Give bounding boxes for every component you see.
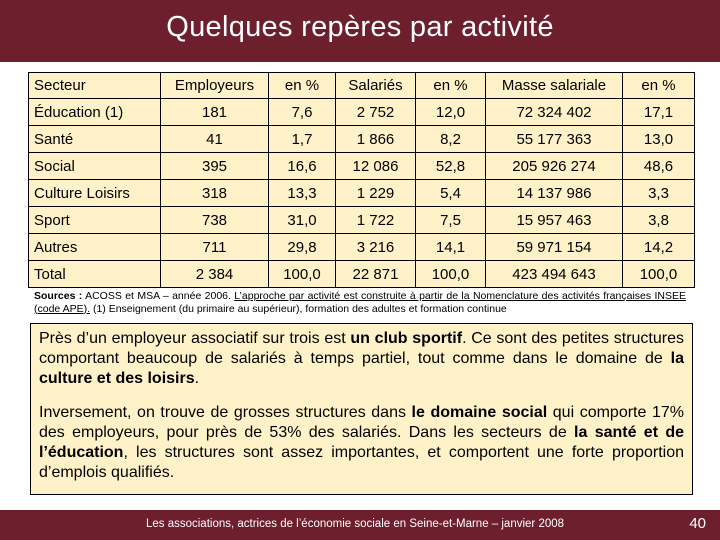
commentary-box (30, 323, 693, 495)
table-cell: Santé (29, 126, 161, 153)
header-cell: en % (623, 73, 695, 99)
table-cell: 13,3 (269, 180, 336, 207)
table-cell: 29,8 (269, 234, 336, 261)
header-cell: en % (416, 73, 486, 99)
activity-table-container (28, 72, 694, 288)
header-cell: Secteur (29, 73, 161, 99)
text-run: . (194, 370, 200, 387)
table-cell: 1,7 (269, 126, 336, 153)
emphasis-run: un club sportif (350, 330, 463, 347)
footer-bar (0, 510, 720, 540)
table-row (29, 207, 695, 234)
table-cell: 100,0 (623, 261, 695, 288)
table-cell: 3,8 (623, 207, 695, 234)
table-cell: Culture Loisirs (29, 180, 161, 207)
slide-title: Quelques repères par activité (166, 10, 554, 43)
table-cell: Éducation (1) (29, 99, 161, 126)
text-run: Inversement, on trouve de grosses structures dans (39, 404, 412, 421)
table-cell: 22 871 (336, 261, 416, 288)
table-row (29, 126, 695, 153)
table-cell: 395 (161, 153, 269, 180)
table-cell: Autres (29, 234, 161, 261)
table-cell: 738 (161, 207, 269, 234)
table-cell: 72 324 402 (486, 99, 623, 126)
sources-label: Sources : (34, 290, 83, 302)
table-total-row (29, 261, 695, 288)
commentary-paragraph (39, 329, 684, 389)
table-cell: 5,4 (416, 180, 486, 207)
table-cell: 2 384 (161, 261, 269, 288)
table-row (29, 180, 695, 207)
table-cell: 16,6 (269, 153, 336, 180)
table-cell: Social (29, 153, 161, 180)
sources-note (34, 290, 686, 315)
table-row (29, 234, 695, 261)
table-cell: 8,2 (416, 126, 486, 153)
table-cell: 12,0 (416, 99, 486, 126)
table-cell: 711 (161, 234, 269, 261)
table-cell: 3,3 (623, 180, 695, 207)
emphasis-run: la santé et de l’éducation (39, 424, 685, 461)
emphasis-run: le domaine social (411, 404, 548, 421)
header-cell: en % (269, 73, 336, 99)
commentary-paragraph (39, 403, 684, 483)
table-row (29, 99, 695, 126)
table-cell: 1 229 (336, 180, 416, 207)
table-cell: 7,6 (269, 99, 336, 126)
table-cell: 15 957 463 (486, 207, 623, 234)
emphasis-run: la culture et des loisirs (39, 350, 684, 387)
table-cell: 59 971 154 (486, 234, 623, 261)
header-cell: Salariés (336, 73, 416, 99)
sources-text: ACOSS et MSA – année 2006. (82, 290, 235, 302)
table-cell: 100,0 (416, 261, 486, 288)
table-cell: 14,2 (623, 234, 695, 261)
sources-methodology: L’approche par activité est construite à partir de la Nomenclature des activités françaises INSEE (code APE). (34, 290, 686, 315)
table-cell: 55 177 363 (486, 126, 623, 153)
table-cell: 205 926 274 (486, 153, 623, 180)
table-cell: 181 (161, 99, 269, 126)
table-cell: 12 086 (336, 153, 416, 180)
table-cell: 2 752 (336, 99, 416, 126)
table-cell: 14,1 (416, 234, 486, 261)
table-cell: 3 216 (336, 234, 416, 261)
text-run: , les structures sont assez importantes, et comportent une forte proportion d’emplois qualifiés. (39, 444, 684, 481)
footer-text: Les associations, actrices de l’économie sociale en Seine-et-Marne – janvier 2008 (145, 518, 565, 530)
activity-table (28, 72, 695, 288)
text-run: qui comporte 17% des employeurs, pour près de 53% des salariés. Dans les secteurs de (39, 404, 685, 441)
table-cell: 48,6 (623, 153, 695, 180)
title-bar (0, 0, 720, 62)
table-cell: 52,8 (416, 153, 486, 180)
table-cell: Sport (29, 207, 161, 234)
text-run: Près d’un employeur associatif sur trois est (39, 330, 351, 347)
sources-footnote: (1) Enseignement (du primaire au supérieur), formation des adultes et formation continue (90, 302, 507, 315)
header-cell: Masse salariale (486, 73, 623, 99)
table-cell: 1 722 (336, 207, 416, 234)
table-cell: 318 (161, 180, 269, 207)
table-cell: 14 137 986 (486, 180, 623, 207)
table-header-row (29, 73, 695, 99)
table-cell: 7,5 (416, 207, 486, 234)
table-cell: 100,0 (269, 261, 336, 288)
table-cell: 13,0 (623, 126, 695, 153)
text-run: . Ce sont des petites structures comportant beaucoup de salariés à temps partiel, tout comme dans le domaine de (39, 330, 684, 367)
table-cell: Total (29, 261, 161, 288)
table-cell: 41 (161, 126, 269, 153)
table-cell: 1 866 (336, 126, 416, 153)
table-row (29, 153, 695, 180)
table-cell: 31,0 (269, 207, 336, 234)
table-cell: 17,1 (623, 99, 695, 126)
table-cell: 423 494 643 (486, 261, 623, 288)
header-cell: Employeurs (161, 73, 269, 99)
page-number: 40 (689, 515, 706, 532)
